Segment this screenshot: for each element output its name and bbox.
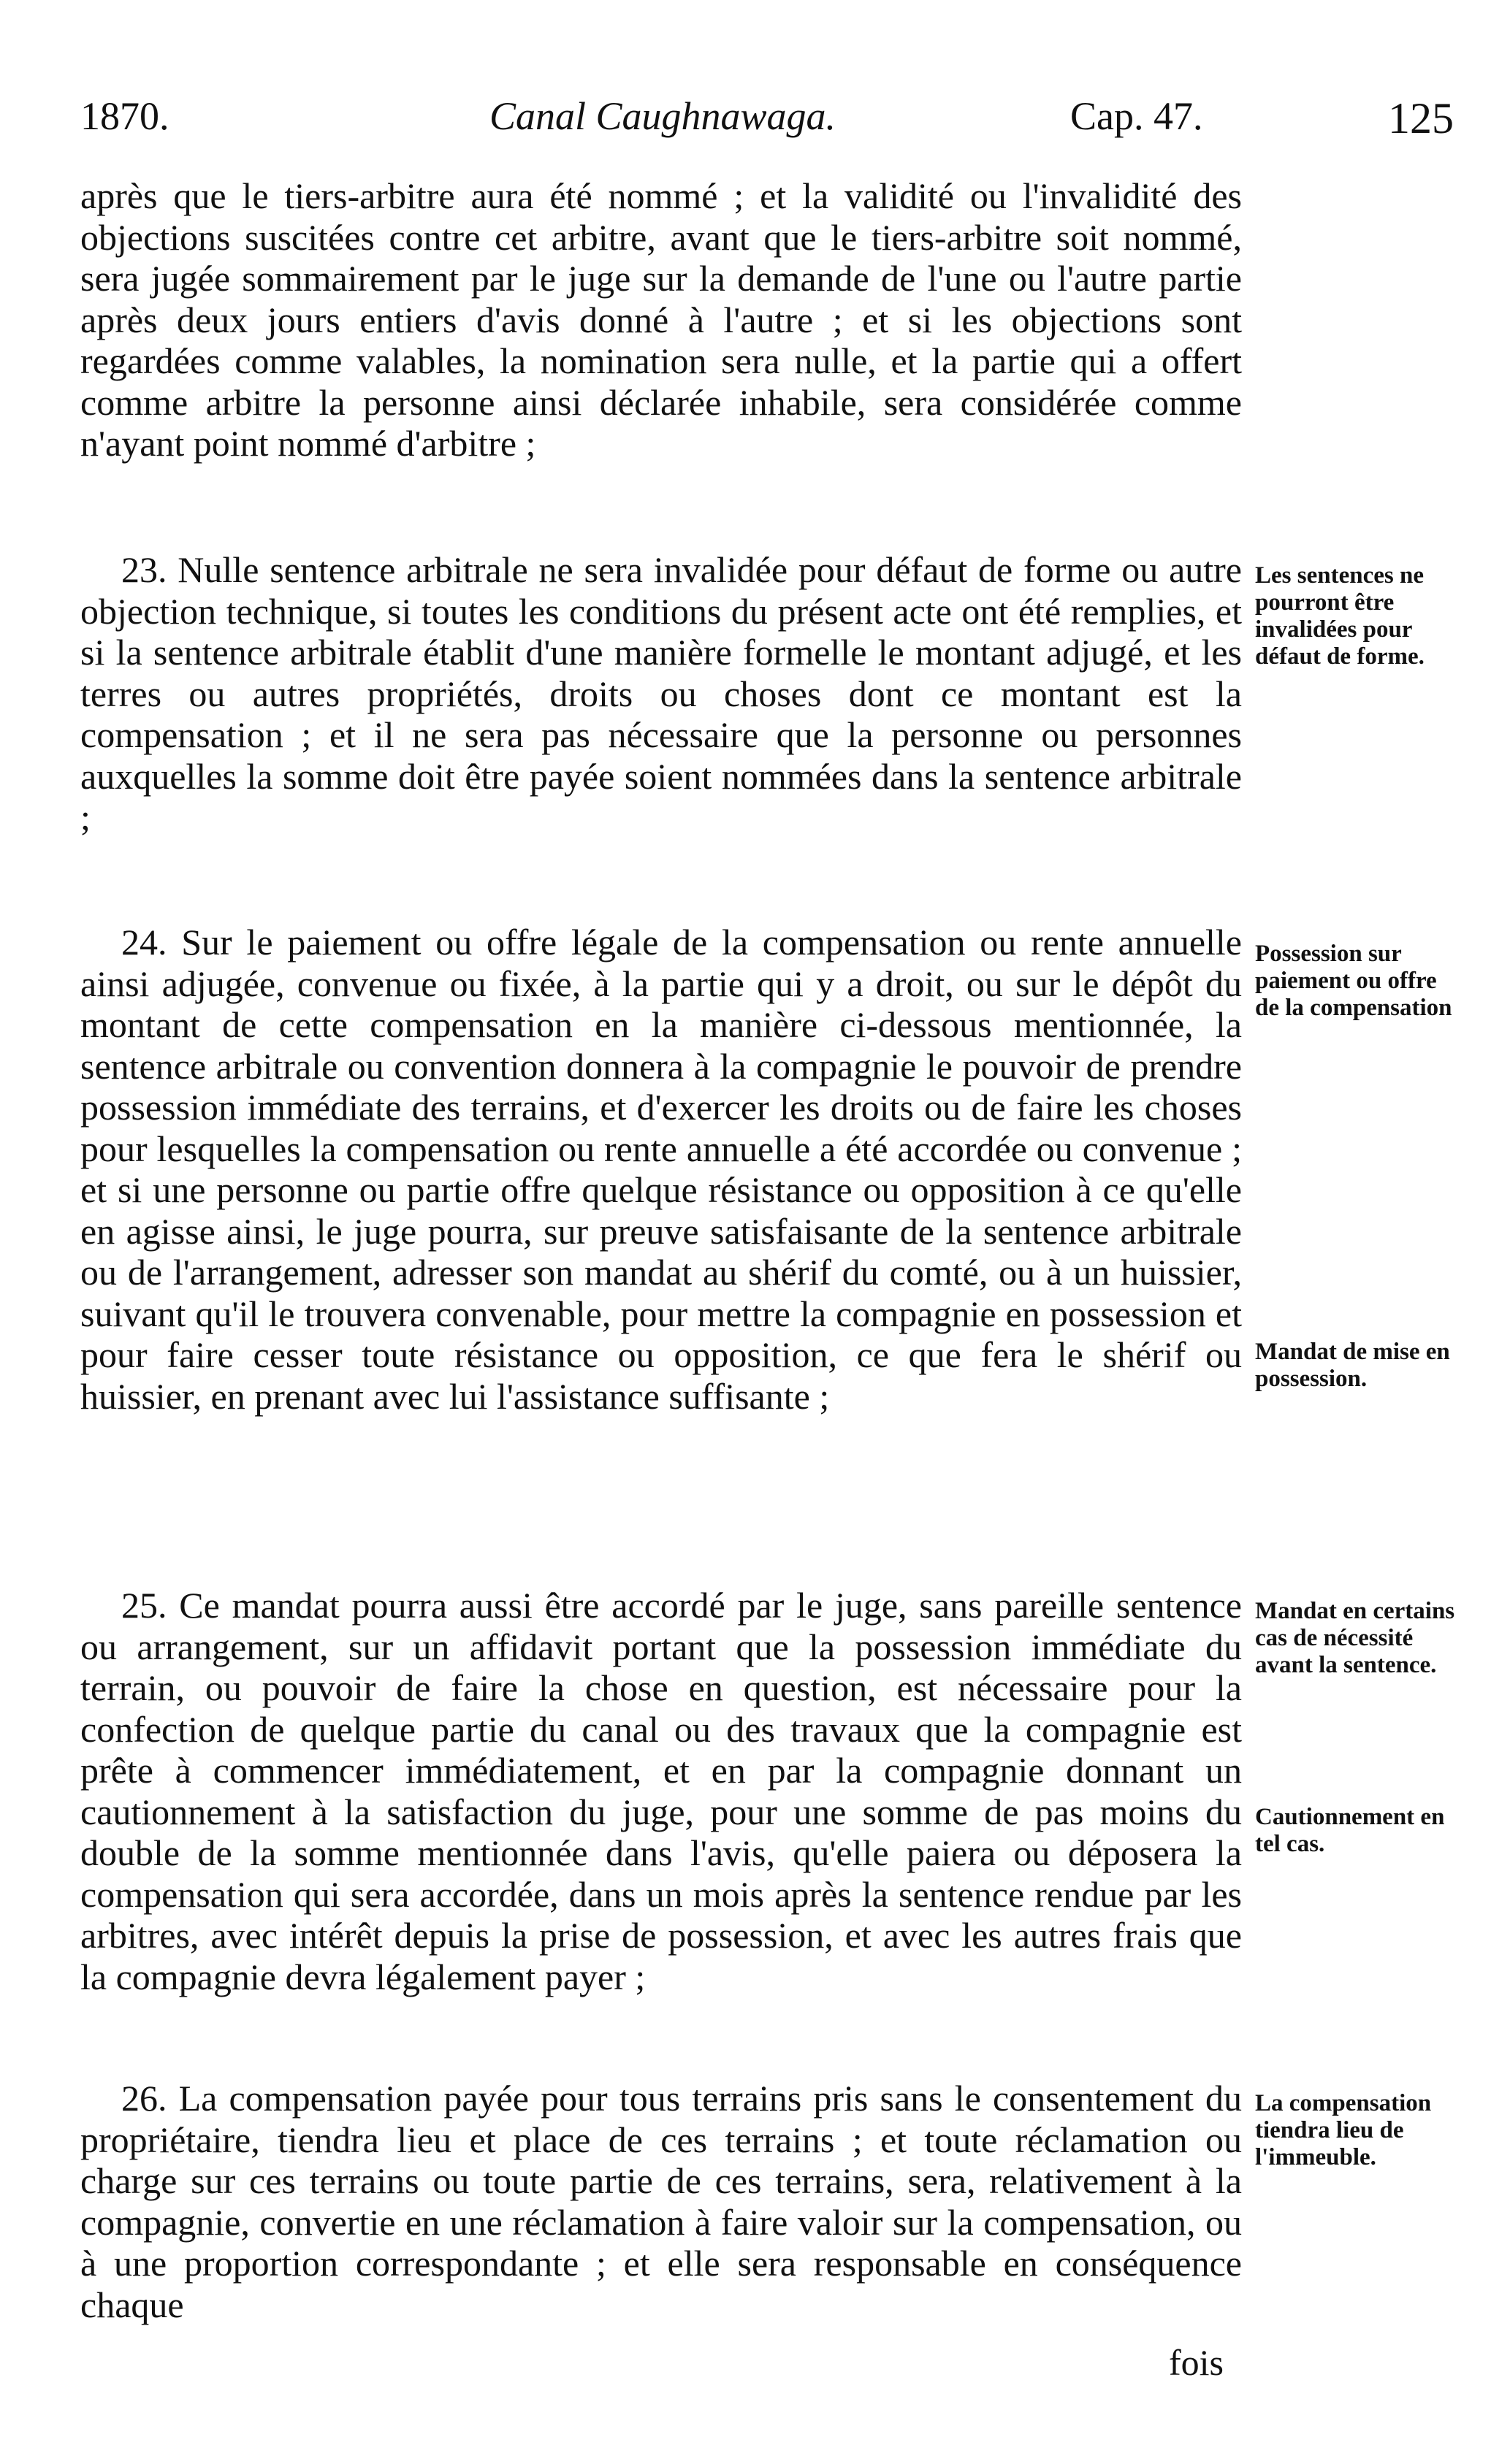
paragraph-intro: après que le tiers-arbitre aura été nommé ; et la validité ou l'invalidité des objections suscitées contre cet arbitre, avant que le tiers-arbitre soit nommé, sera jugée sommairement par le juge sur la demande de l'une ou l'autre partie après deux jours entiers d'avis donné à l'autre ; et si les objections sont regardées comme valables, la nomination sera nulle, et la partie qui a offert comme arbitre la personne ainsi déclarée inhabile, sera considérée comme n'ayant point nommé d'arbitre ; [80,175,1242,464]
header-year: 1870. [80,94,169,138]
paragraph-25: 25. Ce mandat pourra aussi être accordé par le juge, sans pareille sentence ou arrangement, sur un affidavit portant que la possession immédiate du terrain, ou pouvoir de faire la chose en question, est nécessaire pour la confection de quelque partie du canal ou des travaux que la compagnie est prête à commencer immédiatement, et en par la compagnie donnant un cautionnement à la satisfaction du juge, pour une somme de pas moins du double de la somme mentionnée dans l'avis, qu'elle paiera ou déposera la compensation qui sera accordée, dans un mois après la sentence rendue par les arbitres, avec intérêt depuis la prise de possession, et avec les autres frais que la compagnie devra légalement payer ; [80,1585,1242,1997]
continuation-word: fois [1169,2342,1224,2383]
page-number: 125 [1388,94,1454,142]
margin-note-23: Les sentences ne pourront être invalidées pour défaut de forme. [1255,562,1425,670]
margin-note-26: La compensation tiendra lieu de l'immeuble. [1255,2090,1432,2170]
paragraph-24: 24. Sur le paiement ou offre légale de la compensation ou rente annuelle ainsi adjugée, convenue ou fixée, à la partie qui y a droit, ou sur le dépôt du montant de cette compensation en la manière ci-dessous mentionnée, la sentence arbitrale ou convention donnera à la compagnie le pouvoir de prendre possession immédiate des terrains, et d'exercer les droits ou de faire les choses pour lesquelles la compensation ou rente annuelle a été accordée ou convenue ; et si une personne ou partie offre quelque résistance ou opposition à ce qu'elle en agisse ainsi, le juge pourra, sur preuve satisfaisante de la sentence arbitrale ou de l'arrangement, adresser son mandat au shérif du comté, ou à un huissier, suivant qu'il le trouvera convenable, pour mettre la compagnie en possession et pour faire cesser toute résistance ou opposition, ce que fera le shérif ou huissier, en prenant avec lui l'assistance suffisante ; [80,922,1242,1417]
header-chapter: Cap. 47. [1070,94,1203,138]
margin-note-24: Possession sur paiement ou offre de la compensation [1255,941,1452,1021]
margin-note-25: Mandat en certains cas de nécessité avant la sentence. [1255,1598,1455,1678]
header-title: Canal Caughnawaga. [489,94,836,138]
margin-note-25-cautionnement: Cautionnement en tel cas. [1255,1804,1445,1857]
paragraph-26: 26. La compensation payée pour tous terrains pris sans le consentement du propriétaire, tiendra lieu et place de ces terrains ; et toute réclamation ou charge sur ces terrains ou toute partie de ces terrains, sera, relativement à la compagnie, convertie en une réclamation à faire valoir sur la compensation, ou à une proportion correspondante ; et elle sera responsable en conséquence chaque [80,2078,1242,2325]
paragraph-23: 23. Nulle sentence arbitrale ne sera invalidée pour défaut de forme ou autre objection technique, si toutes les conditions du présent acte ont été remplies, et si la sentence arbitrale établit d'une manière formelle le montant adjugé, et les terres ou autres propriétés, droits ou choses dont ce montant est la compensation ; et il ne sera pas nécessaire que la personne ou personnes auxquelles la somme doit être payée soient nommées dans la sentence arbitrale ; [80,549,1242,838]
margin-note-24-mandat: Mandat de mise en possession. [1255,1339,1450,1392]
page-header [80,93,1454,152]
